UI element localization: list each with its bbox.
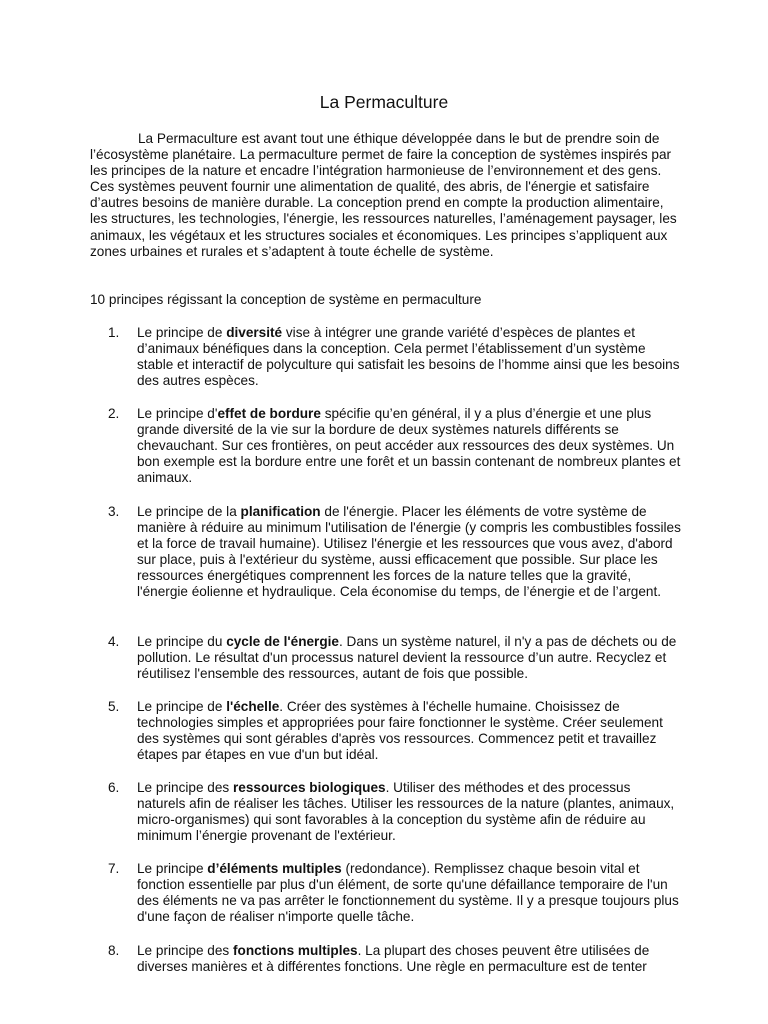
principle-text: [137, 943, 682, 975]
principle-number: 2.: [108, 406, 120, 421]
principle-number: 8.: [108, 943, 120, 958]
principles-heading: 10 principes régissant la conception de système en permaculture: [90, 292, 482, 307]
intro-text: La Permaculture est avant tout une éthique développée dans le but de prendre soin de l’écosystème planétaire. La permaculture permet de faire la conception de systèmes inspirés par les principes de la nature et encadre l’intégration harmonieuse de l’environnement et des gens. Ces systèmes peuvent fournir une alimentation de qualité, des abris, de l'énergie et satisfaire d’autres besoins de manière durable. La conception prend en compte la production alimentaire, les structures, les technologies, l'énergie, les ressources naturelles, l’aménagement paysager, les animaux, les végétaux et les structures sociales et économiques. Les principes s’appliquent aux zones urbaines et rurales et s’adaptent à toute échelle de système.: [90, 131, 677, 259]
principle-keyword: diversité: [226, 325, 283, 340]
principle-text: [137, 406, 682, 486]
principle-text: [137, 504, 682, 601]
principle-keyword: d’éléments multiples: [207, 861, 342, 876]
principle-text-after: vise à intégrer une grande variété d’espèces de plantes et d’animaux bénéfiques dans la conception. Cela permet l’établissement d’un système stable et interactif de polyculture qui satisfait les besoins de l’homme ainsi que les besoins des autres espèces.: [137, 325, 680, 389]
principle-number: 3.: [108, 504, 120, 519]
principle-text-after: spécifie qu’en général, il y a plus d’énergie et une plus grande diversité de la vie sur la bordure de deux systèmes naturels différents se chevauchant. Sur ces frontières, on peut accéder aux ressources des deux systèmes. Un bon exemple est la bordure entre une forêt et un bassin contenant de nombreux plantes et animaux.: [137, 406, 681, 486]
principle-text-before: Le principe des: [137, 943, 233, 958]
principle-text: [137, 861, 682, 925]
page-title: La Permaculture: [319, 92, 449, 112]
principle-keyword: cycle de l'énergie: [226, 634, 339, 649]
principle-text-before: Le principe de: [137, 699, 227, 714]
principle-text-after: (redondance). Remplissez chaque besoin vital et fonction essentielle par plus d'un élément, de sorte qu'une défaillance temporaire de l'un des éléments ne va pas arrêter le fonctionnement du système. Il y a presque toujours plus d'une façon de réaliser n'importe quelle tâche.: [137, 861, 679, 925]
principle-text: [137, 634, 682, 682]
principle-text-before: Le principe de la: [137, 504, 241, 519]
intro-paragraph: [90, 131, 680, 260]
principle-text-after: de l'énergie. Placer les éléments de votre système de manière à réduire au minimum l'utilisation de l'énergie (y compris les combustibles fossiles et la force de travail humaine). Utilisez l'énergie et les ressources que vous avez, d'abord sur place, puis à l'extérieur du système, aussi efficacement que possible. Sur place les ressources énergétiques comprennent les forces de la nature telles que la gravité, l'énergie éolienne et hydraulique. Cela économise du temps, de l’énergie et de l’argent.: [137, 504, 681, 600]
principle-text-before: Le principe du: [137, 634, 227, 649]
principle-text-before: Le principe des: [137, 780, 233, 795]
principle-text-after: . Dans un système naturel, il n'y a pas de déchets ou de pollution. Le résultat d'un processus naturel devient la ressource d’un autre. Recyclez et réutilisez l'ensemble des ressources, autant de fois que possible.: [137, 634, 677, 682]
principle-text-after: . Créer des systèmes à l'échelle humaine. Choisissez de technologies simples et appropriées pour faire fonctionner le système. Créer seulement des systèmes qui sont gérables d'après vos ressources. Commencez petit et travaillez étapes par étapes en vue d'un but idéal.: [137, 699, 663, 763]
principle-text: [137, 699, 682, 763]
principle-keyword: fonctions multiples: [232, 943, 358, 958]
principle-number: 1.: [108, 325, 120, 340]
principle-text-before: Le principe: [137, 861, 208, 876]
principle-text-after: . Utiliser des méthodes et des processus naturels afin de réaliser les tâches. Utiliser les ressources de la nature (plantes, animaux, micro-organismes) qui sont favorables à la conception du système afin de réduire au minimum l’énergie provenant de l'extérieur.: [137, 780, 675, 844]
principle-text-before: Le principe d': [137, 406, 218, 421]
principle-number: 5.: [108, 699, 120, 714]
principle-keyword: planification: [240, 504, 321, 519]
principle-text: [137, 780, 682, 844]
principle-text: [137, 325, 682, 389]
principle-keyword: effet de bordure: [217, 406, 321, 421]
principle-number: 4.: [108, 634, 120, 649]
principle-number: 6.: [108, 780, 120, 795]
principle-number: 7.: [108, 861, 120, 876]
principle-keyword: ressources biologiques: [232, 780, 386, 795]
principle-text-after: . La plupart des choses peuvent être utilisées de diverses manières et à différentes fonctions. Une règle en permaculture est de tenter: [137, 943, 650, 975]
principle-keyword: l'échelle: [226, 699, 280, 714]
principle-text-before: Le principe de: [137, 325, 227, 340]
